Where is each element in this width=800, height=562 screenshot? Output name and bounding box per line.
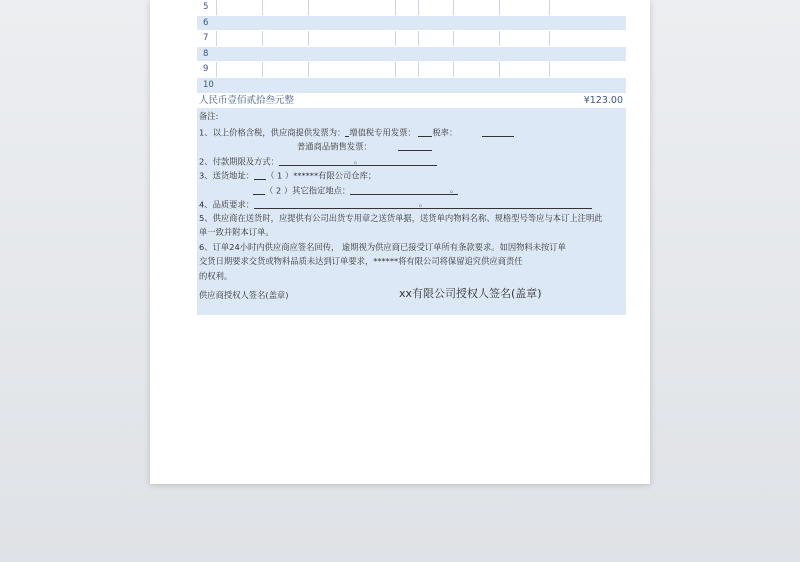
cell-divider	[549, 0, 550, 15]
note-2	[199, 156, 437, 166]
row-number: 10	[203, 79, 214, 90]
row-number: 6	[203, 17, 209, 28]
table-row	[197, 16, 626, 32]
note-5: 5、供应商在送货时，应提供有公司出货专用章之送货单据，送货单内物料名称、规格型号等应与本订上注明此	[199, 212, 603, 223]
note-5-cont: 单一致并附本订单。	[199, 226, 274, 237]
row-number: 7	[203, 33, 209, 44]
cell-divider	[453, 62, 454, 77]
cell-divider	[395, 31, 396, 46]
table-row	[197, 78, 626, 94]
table-row	[197, 62, 626, 78]
cell-divider	[499, 0, 500, 15]
note-2-blank: 。	[279, 156, 437, 166]
cell-divider	[308, 62, 309, 77]
purchase-order-form	[197, 0, 626, 315]
note-4	[199, 199, 592, 209]
note-3-option-1: （ 1 ）******有限公司仓库；	[266, 170, 377, 181]
note-3	[199, 170, 376, 180]
cell-divider	[216, 0, 217, 15]
row-number: 8	[203, 48, 209, 59]
cell-divider	[308, 31, 309, 46]
note-2-text: 2、付款期限及方式：	[199, 156, 279, 167]
cell-divider	[453, 0, 454, 15]
note-1-ordinary-text: 普通商品销售发票：	[297, 141, 372, 152]
total-amount-words: 人民币壹佰贰拾叁元整	[199, 94, 295, 106]
cell-divider	[395, 62, 396, 77]
cell-divider	[395, 0, 396, 15]
cell-divider	[453, 31, 454, 46]
row-number: 5	[203, 2, 209, 12]
cell-divider	[549, 31, 550, 46]
cell-divider	[262, 62, 263, 77]
note-3-option-2: （ 2 ）其它指定地点：	[265, 185, 351, 196]
supplier-signature-label: 供应商授权人签名(盖章)	[199, 289, 289, 300]
cell-divider	[418, 62, 419, 77]
note-3-text: 3、送货地址：	[199, 170, 255, 181]
company-signature-label: xx有限公司授权人签名(盖章)	[399, 286, 542, 300]
total-amount: ¥123.00	[583, 94, 623, 106]
cell-divider	[418, 0, 419, 15]
note-6-cont: 交货日期要求交货或物料品质未达到订单要求，******将有限公司将保留追究供应商责任	[199, 255, 523, 266]
total-row	[197, 94, 626, 108]
notes-header: 备注:	[199, 110, 219, 121]
note-6: 6、订单24小时内供应商应签名回传， 逾期视为供应商已接受订单所有条款要求。如因物料未按订单	[199, 241, 566, 252]
note-4-text: 4、品质要求：	[199, 199, 255, 210]
note-1-text: 1、以上价格含税，供应商提供发票为：	[199, 127, 346, 138]
cell-divider	[499, 62, 500, 77]
row-number: 9	[203, 64, 209, 75]
note-1-vat: 增值税专用发票：	[349, 127, 416, 138]
note-1	[199, 127, 514, 137]
note-3-blank: 。	[350, 185, 458, 195]
cell-divider	[499, 31, 500, 46]
table-row	[197, 0, 626, 16]
cell-divider	[549, 62, 550, 77]
cell-divider	[308, 0, 309, 15]
cell-divider	[262, 31, 263, 46]
notes-section	[197, 108, 626, 315]
table-row	[197, 47, 626, 63]
note-1-ordinary	[297, 141, 432, 151]
table-row	[197, 31, 626, 47]
item-rows	[197, 0, 626, 94]
note-6-cont-2: 的权利。	[199, 270, 233, 281]
note-1-taxrate: 税率：	[432, 127, 458, 138]
cell-divider	[262, 0, 263, 15]
cell-divider	[216, 62, 217, 77]
cell-divider	[418, 31, 419, 46]
note-4-blank: 。	[254, 199, 592, 209]
note-3-b	[253, 185, 458, 195]
cell-divider	[216, 31, 217, 46]
